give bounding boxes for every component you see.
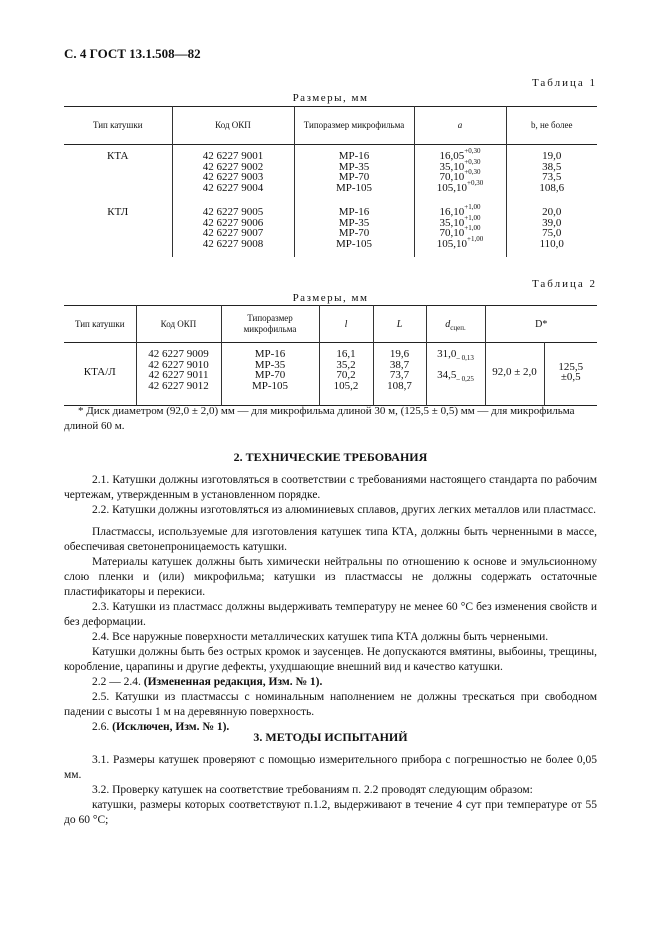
table-cell: МР-35: [254, 358, 286, 371]
table-cell: 16,1: [336, 348, 356, 360]
table-cell: 42 6227 9002: [202, 160, 264, 173]
tolerance: +1,00: [464, 213, 481, 222]
tolerance: – 0,25: [456, 374, 474, 383]
table-cell: МР-70: [254, 369, 286, 381]
table-cell: 39,0: [542, 216, 562, 229]
table-cell: 125,5: [558, 360, 584, 373]
table-cell: МР-16: [254, 348, 286, 360]
paragraph: 2.1. Катушки должны изготовляться в соответствии с требованиями настоящего стандарта по рабочим чертежам, утвержденным в установленном порядке.: [64, 474, 597, 501]
paragraph: 3.2. Проверку катушек на соответствие требованиям п. 2.2 проводят следующим образом:: [92, 784, 533, 796]
t2-col-l: l: [319, 306, 373, 343]
table-cell: 105,10: [436, 237, 468, 250]
t2-type: КТА/Л: [83, 365, 116, 378]
paragraph: 2.5. Катушки из пластмассы с номинальным наполнением не должны трескаться при свободном падении с высоты 1 м на деревянную поверхность.: [64, 691, 597, 718]
t2-col-type: Тип катушки: [74, 318, 125, 329]
table-cell: 31,0: [437, 348, 457, 360]
t2-col-D: D*: [485, 306, 597, 343]
table-cell: МР-105: [335, 237, 373, 250]
table-cell: 73,5: [542, 171, 562, 183]
table-cell: 108,6: [539, 181, 565, 194]
table-2: [64, 305, 597, 406]
table-cell: 108,7: [387, 379, 412, 392]
t1-col-a: a: [414, 107, 506, 145]
paragraph: 2.3. Катушки из пластмасс должны выдерживать температуру не менее 60 °С без изменения свойств и без деформации.: [64, 601, 597, 628]
tolerance: +0,30: [464, 147, 481, 156]
table-cell: МР-35: [338, 216, 370, 229]
t2-col-d-sub: сцеп.: [450, 323, 466, 332]
table-row: [64, 343, 597, 406]
table-cell: 38,7: [389, 358, 410, 371]
page-header: С. 4 ГОСТ 13.1.508—82: [64, 46, 201, 61]
paragraph: 2.4. Все наружные поверхности металлических катушек типа КТА должны быть чернеными.: [92, 631, 549, 643]
table2-subtitle: Размеры, мм: [292, 292, 369, 304]
table-cell: 42 6227 9007: [202, 227, 264, 239]
table-cell: 73,7: [389, 369, 410, 381]
t1-col-type: Тип катушки: [92, 120, 143, 130]
table-cell: 42 6227 9009: [148, 348, 209, 360]
table-cell: ±0,5: [560, 371, 581, 383]
table-cell: 110,0: [539, 237, 564, 250]
paragraph: 2.2. Катушки должны изготовляться из алюминиевых сплавов, других легких металлов или пластмасс.: [92, 504, 596, 516]
table-cell: 35,2: [336, 358, 356, 371]
table-cell: 92,0 ± 2,0: [485, 343, 544, 406]
table-cell: 105,2: [333, 379, 359, 392]
table-cell: МР-35: [338, 160, 370, 173]
footnote: * Диск диаметром (92,0 ± 2,0) мм — для микрофильма длиной 30 м, (125,5 ± 0,5) мм — для микрофильма длиной 60 м.: [64, 405, 575, 432]
table-cell: 38,5: [542, 160, 562, 173]
t1-col-okp: Код ОКП: [172, 107, 294, 145]
table-cell: 42 6227 9001: [202, 150, 264, 162]
section-2-body: [64, 473, 597, 735]
table1-subtitle: Размеры, мм: [292, 92, 369, 104]
tolerance: +1,00: [464, 224, 481, 233]
section-3-body: [64, 753, 597, 828]
table-cell: 70,10: [439, 227, 465, 239]
table-cell: МР-16: [338, 150, 370, 162]
table-cell: МР-105: [335, 181, 373, 194]
paragraph: Материалы катушек должны быть химически нейтральны по отношению к основе и эмульсионному слою пленки и (или) микрофильма; катушки из пластмассы не должны содержать остаточные пластификаторы и перекиси.: [64, 556, 597, 598]
table-row: [64, 201, 597, 257]
para-ref: 2.2 — 2.4.: [92, 676, 141, 688]
table-cell: 19,6: [389, 348, 410, 360]
tolerance: +0,30: [464, 157, 481, 166]
table-cell: 35,10: [439, 160, 465, 173]
t1-type: КТЛ: [107, 206, 129, 218]
t1-col-b: b, не более: [506, 107, 597, 145]
tolerance: – 0,13: [456, 354, 474, 363]
t1-type: КТА: [107, 150, 129, 162]
t2-col-L: L: [373, 306, 426, 343]
section-2-title: 2. ТЕХНИЧЕСКИЕ ТРЕБОВАНИЯ: [233, 450, 428, 464]
table1-caption: Таблица 1: [531, 77, 597, 89]
table-cell: 34,5: [437, 368, 457, 381]
table-cell: 42 6227 9004: [202, 181, 264, 194]
table-cell: 105,10: [436, 181, 468, 194]
paragraph: катушки, размеры которых соответствуют п.1.2, выдерживают в течение 4 сут при температуре от 55 до 60 °С;: [64, 799, 597, 826]
table-cell: 19,0: [542, 150, 562, 162]
table-cell: 16,05: [439, 150, 465, 162]
paragraph: [64, 675, 597, 690]
table2-caption: Таблица 2: [531, 278, 597, 290]
tolerance: +1,00: [464, 203, 481, 212]
table-cell: 42 6227 9011: [148, 369, 209, 381]
para-ref: 2.6.: [92, 721, 110, 733]
paragraph: 3.1. Размеры катушек проверяют с помощью измерительного прибора с погрешностью не более 0,05 мм.: [64, 754, 597, 781]
table-cell: 42 6227 9005: [202, 206, 264, 218]
tolerance: +0,30: [467, 178, 484, 187]
table-cell: 42 6227 9008: [202, 237, 264, 250]
amendment-note: (Измененная редакция, Изм. № 1).: [143, 676, 323, 688]
table-cell: 35,10: [439, 216, 465, 229]
table-cell: 42 6227 9010: [148, 358, 209, 371]
table-cell: 70,10: [439, 171, 465, 183]
section-3-title: 3. МЕТОДЫ ИСПЫТАНИЙ: [253, 730, 408, 744]
table-cell: 70,2: [336, 369, 356, 381]
table-cell: 42 6227 9012: [148, 379, 209, 392]
tolerance: +1,00: [467, 234, 484, 243]
t2-col-okp: Код ОКП: [136, 306, 221, 343]
t2-col-d: d: [445, 318, 451, 330]
table-cell: МР-70: [338, 227, 370, 239]
table-cell: 75,0: [542, 227, 562, 239]
paragraph: Катушки должны быть без острых кромок и заусенцев. Не допускаются вмятины, выбоины, трещины, коробление, царапины и другие дефекты, ухудшающие внешний вид и качество катушки.: [64, 646, 597, 673]
amendment-note: (Исключен, Изм. № 1).: [112, 721, 230, 733]
table-cell: 42 6227 9006: [202, 216, 264, 229]
table-cell: МР-105: [251, 379, 289, 392]
t2-col-size: Типоразмер микрофильма: [221, 306, 319, 343]
table-cell: 20,0: [542, 206, 562, 218]
table-cell: 42 6227 9003: [202, 171, 264, 183]
table-1: [64, 106, 597, 257]
table-cell: МР-16: [338, 206, 370, 218]
t1-col-size: Типоразмер микрофильма: [294, 107, 414, 145]
table-cell: 16,10: [439, 206, 465, 218]
table-cell: МР-70: [338, 171, 370, 183]
tolerance: +0,30: [464, 168, 481, 177]
paragraph: Пластмассы, используемые для изготовления катушек типа КТА, должны быть черненными в массе, обеспечивая светонепроницаемость катушки.: [64, 526, 597, 553]
table-row: [64, 145, 597, 202]
